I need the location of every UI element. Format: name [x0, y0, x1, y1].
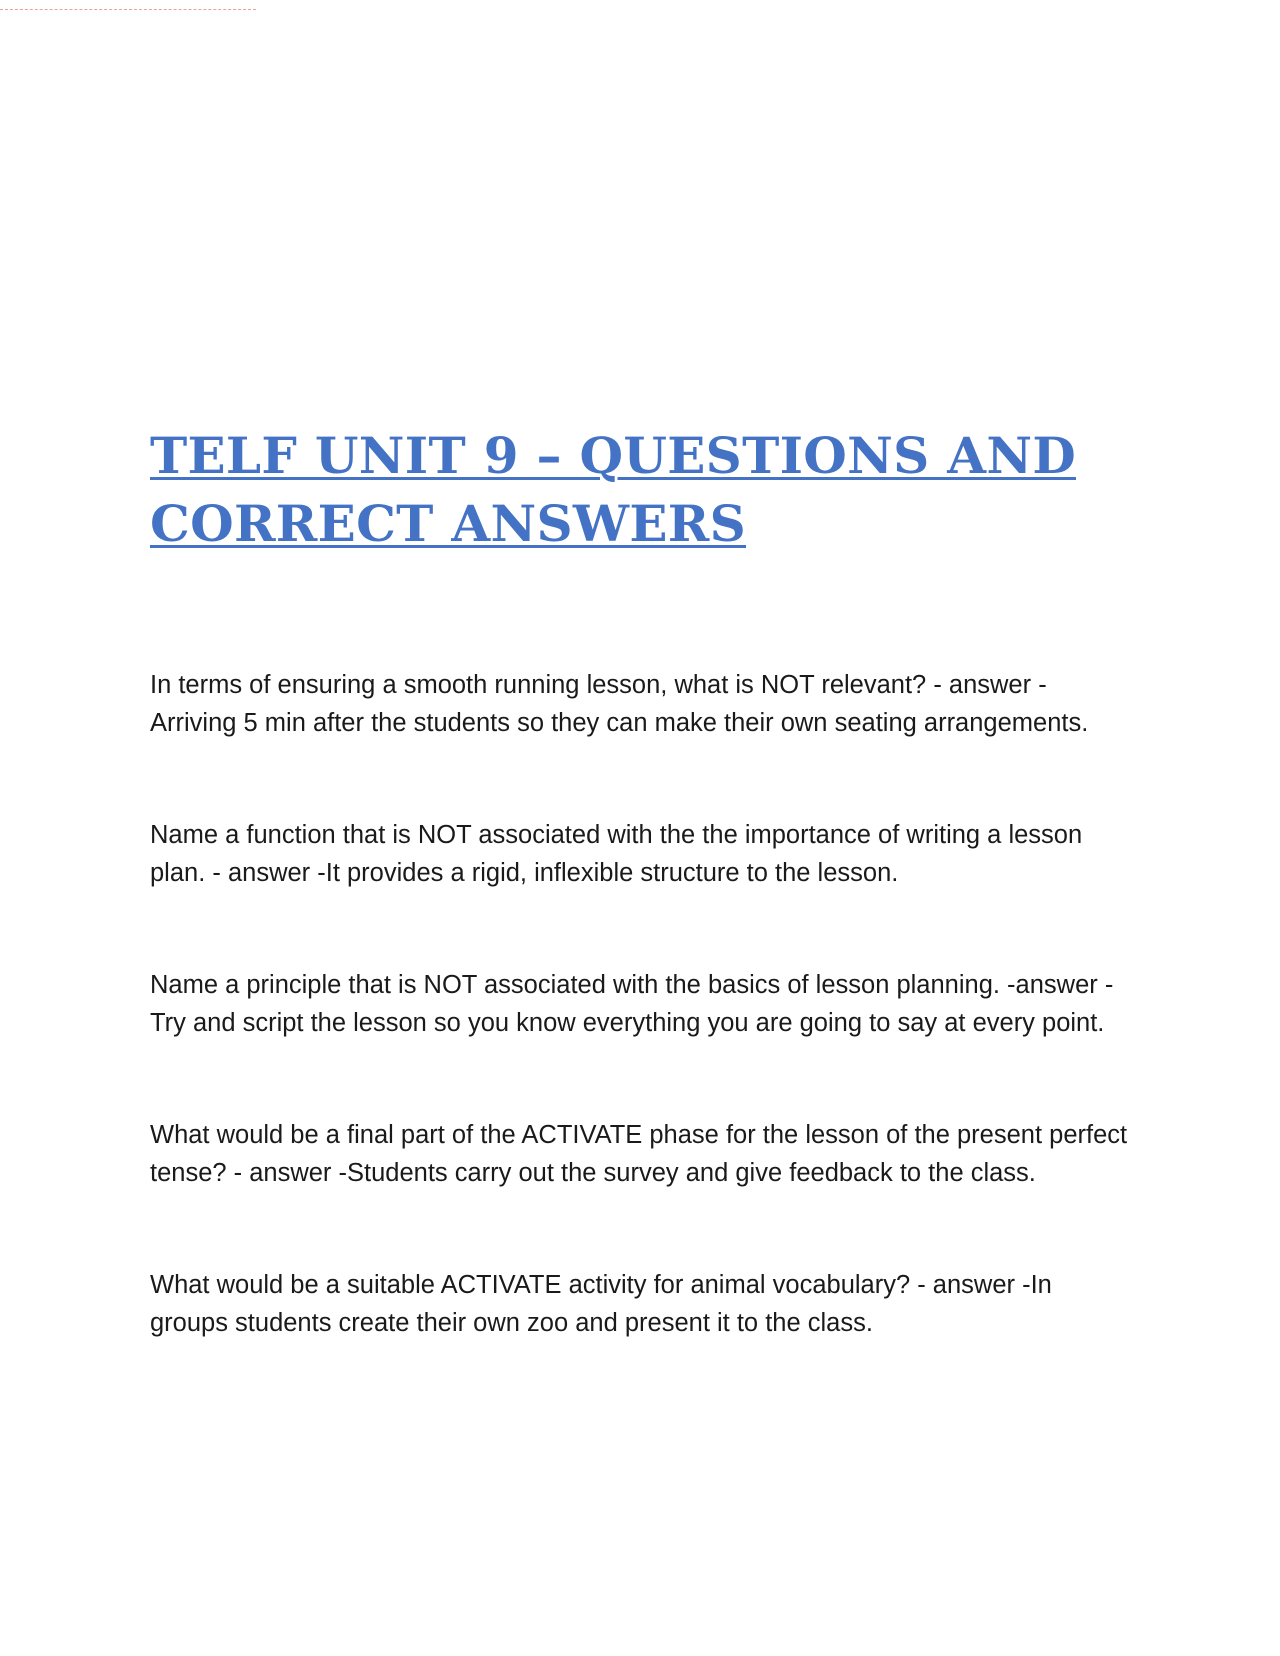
qa-item: In terms of ensuring a smooth running lesson, what is NOT relevant? - answer -Arriving 5 min after the students so they can make their own seating arrangements.: [150, 671, 1089, 737]
qa-item: What would be a final part of the ACTIVATE phase for the lesson of the present perfect tense? - answer -Students carry out the survey and give feedback to the class.: [150, 1121, 1128, 1187]
qa-item: What would be a suitable ACTIVATE activity for animal vocabulary? - answer -In groups students create their own zoo and present it to the class.: [150, 1271, 1052, 1337]
page-title: TELF UNIT 9 – QUESTIONS AND CORRECT ANSWERS: [150, 426, 1076, 553]
header-rule: [0, 9, 256, 10]
qa-item: Name a function that is NOT associated with the the importance of writing a lesson plan. - answer -It provides a rigid, inflexible structure to the lesson.: [150, 821, 1083, 887]
qa-list: [150, 666, 1130, 1342]
qa-item: Name a principle that is NOT associated with the basics of lesson planning. -answer -Try and script the lesson so you know everything you are going to say at every point.: [150, 971, 1114, 1037]
document-body: [150, 422, 1130, 1416]
